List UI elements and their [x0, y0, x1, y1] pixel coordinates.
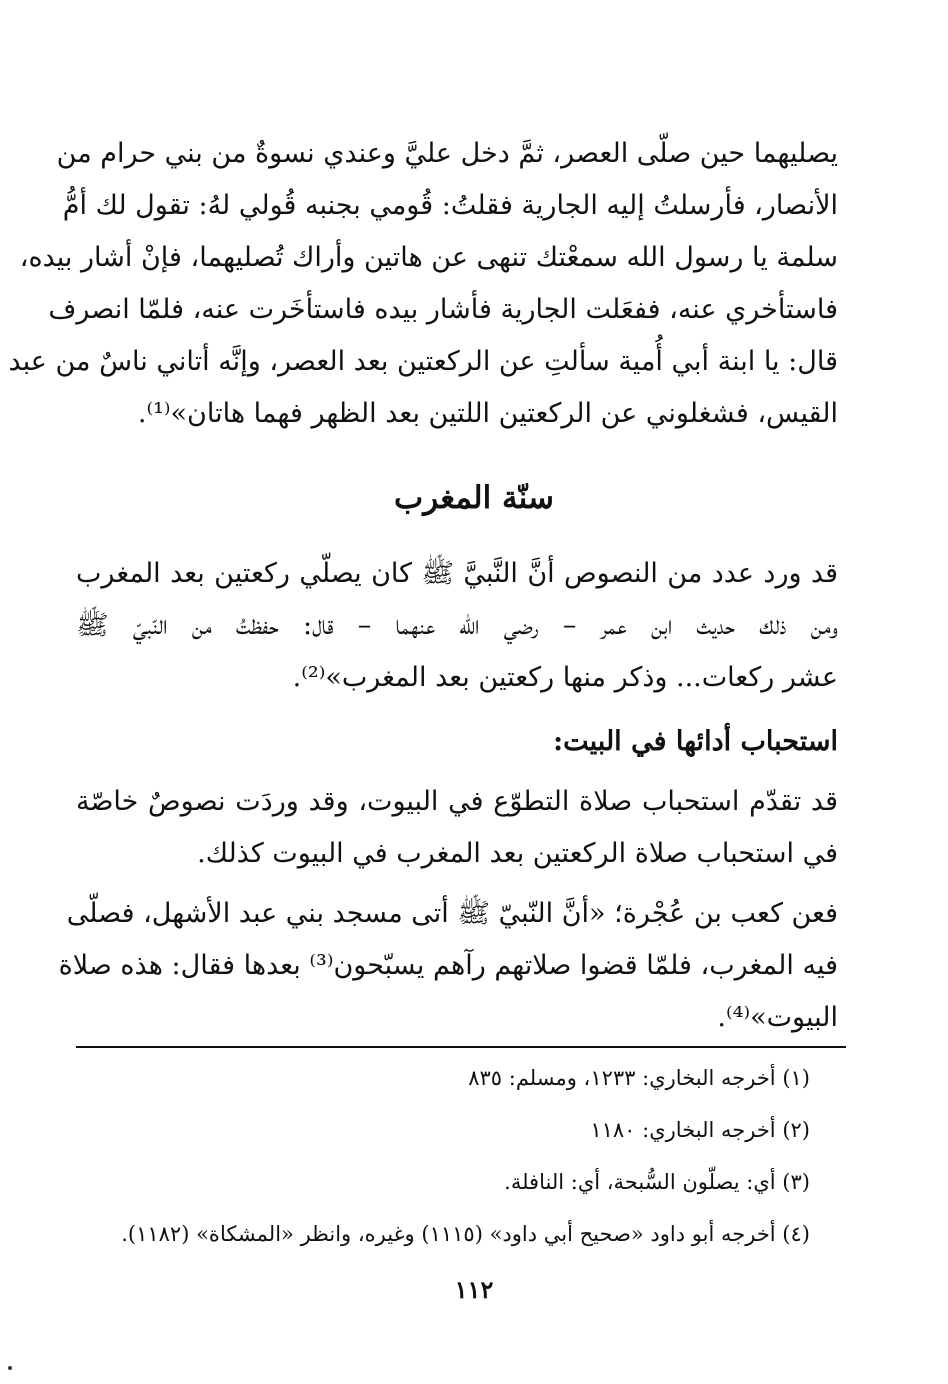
scan-speck: [8, 1366, 12, 1370]
paragraph-kab-hadith: [58, 888, 838, 1044]
footnote-2: (٢) أخرجه البخاري: ١١٨٠: [590, 1118, 810, 1142]
text-line: البيوت»⁽⁴⁾.: [717, 1002, 838, 1033]
page-number: ١١٢: [454, 1275, 494, 1304]
footnote-divider: [76, 1046, 846, 1048]
text-line: ومن ذلك حديث ابن عمر – رضي الله عنهما – قال: حفظتُ من النّبيّ ﷺ: [76, 610, 838, 641]
paragraph-hadith-umm-salama: [8, 128, 838, 440]
text-line: يصليهما حين صلّى العصر، ثمَّ دخل عليَّ وعندي نسوةٌ من بني حرام من: [56, 138, 838, 169]
text-line: فاستأخري عنه، ففعَلت الجارية فأشار بيده فاستأخَرت عنه، فلمّا انصرف: [48, 294, 838, 325]
text-line: الأنصار، فأرسلتُ إليه الجارية فقلتُ: قُومي بجنبه قُولي لهُ: تقول لك أمُّ: [62, 190, 838, 221]
footnotes: [60, 1052, 810, 1260]
text-line: القيس، فشغلوني عن الركعتين اللتين بعد الظهر فهما هاتان»⁽¹⁾.: [137, 398, 838, 429]
text-line: فيه المغرب، فلمّا قضوا صلاتهم رآهم يسبّحون⁽³⁾ بعدها فقال: هذه صلاة: [58, 950, 838, 981]
subheading: استحباب أدائها في البيت:: [553, 726, 838, 757]
paragraph-maghrib-sunnah: [76, 548, 838, 704]
text-line: عشر ركعات... وذكر منها ركعتين بعد المغرب»⁽²⁾.: [292, 662, 838, 693]
footnote-3: (٣) أي: يصلّون السُّبحة، أي: النافلة.: [504, 1170, 810, 1194]
text-line: قد تقدّم استحباب صلاة التطوّع في البيوت، وقد وردَت نصوصٌ خاصّة: [76, 786, 838, 817]
footnote-1: (١) أخرجه البخاري: ١٢٣٣، ومسلم: ٨٣٥: [468, 1066, 810, 1090]
text-line: سلمة يا رسول الله سمعْتك تنهى عن هاتين وأراك تُصليهما، فإنْ أشار بيده،: [19, 242, 838, 273]
text-line: قال: يا ابنة أبي أُمية سألتِ عن الركعتين بعد العصر، وإنَّه أتاني ناسٌ من عبد: [8, 346, 838, 377]
text-line: قد ورد عدد من النصوص أنَّ النَّبيَّ ﷺ كان يصلّي ركعتين بعد المغرب: [76, 558, 838, 589]
text-line: في استحباب صلاة الركعتين بعد المغرب في البيوت كذلك.: [197, 838, 838, 869]
section-title: سنّة المغرب: [394, 480, 554, 516]
footnote-4: (٤) أخرجه أبو داود «صحيح أبي داود» (١١١٥) وغيره، وانظر «المشكاة» (١١٨٢).: [121, 1222, 810, 1246]
text-line: فعن كعب بن عُجْرة؛ «أنَّ النّبيّ ﷺ أتى مسجد بني عبد الأشهل، فصلّى: [66, 898, 838, 929]
paragraph-home-prayer: [76, 776, 838, 880]
